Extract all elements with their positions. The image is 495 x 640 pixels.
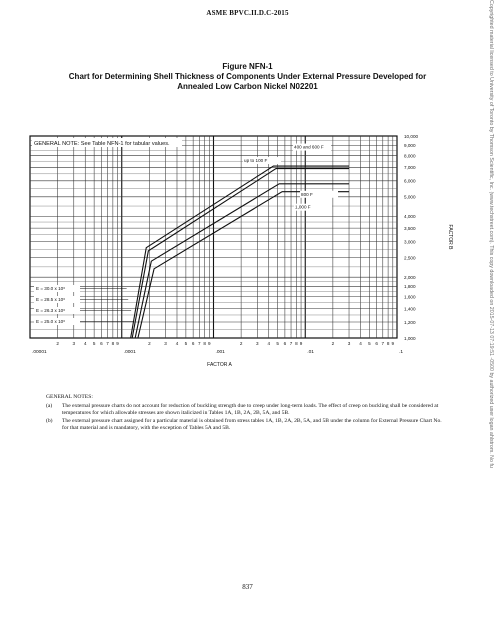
y-tick-label: 3,500 [404, 225, 416, 231]
chart-general-note: GENERAL NOTE: See Table NFN-1 for tabular values. [34, 141, 170, 147]
x-minor-tick-label: 7 [381, 341, 385, 346]
figure-title-line-2: Annealed Low Carbon Nickel N02201 [177, 82, 318, 91]
notes-heading: GENERAL NOTES: [46, 394, 93, 400]
x-minor-tick-label: 4 [359, 341, 362, 346]
y-tick-label: 8,000 [404, 153, 416, 159]
x-axis-label: FACTOR A [207, 362, 232, 368]
y-tick-label: 6,000 [404, 178, 416, 184]
x-minor-tick-label: 6 [100, 341, 103, 346]
x-minor-tick-label: 8 [111, 341, 115, 346]
x-minor-tick-label: 5 [184, 341, 188, 346]
modulus-label-3: E = 26.3 x 10⁶ [36, 308, 66, 313]
x-minor-tick-label: 7 [106, 341, 109, 346]
x-minor-tick-label: 8 [386, 341, 390, 346]
y-tick-label: 1,200 [404, 319, 416, 325]
x-minor-tick-label: 6 [191, 341, 195, 346]
y-tick-label: 2,000 [404, 274, 416, 280]
x-minor-tick-label: 2 [56, 341, 59, 346]
y-tick-label: 2,500 [404, 255, 416, 261]
x-minor-tick-label: 6 [375, 341, 378, 346]
y-axis-label: FACTOR B [447, 224, 453, 250]
x-minor-tick-label: 9 [208, 341, 211, 346]
x-major-tick-label: .01 [307, 350, 314, 355]
x-minor-tick-label: 9 [299, 341, 303, 346]
y-tick-label: 1,400 [404, 306, 416, 312]
x-major-tick-label: .1 [399, 350, 404, 355]
y-tick-label: 10,000 [404, 133, 419, 139]
x-minor-tick-label: 4 [175, 341, 179, 346]
y-tick-label: 7,000 [404, 165, 416, 171]
x-minor-tick-label: 3 [347, 341, 351, 346]
x-minor-tick-label: 5 [92, 341, 96, 346]
x-minor-tick-label: 2 [148, 341, 151, 346]
figure-title [0, 62, 495, 92]
figure-title-line-1: Chart for Determining Shell Thickness of Components Under External Pressure Developed for [68, 72, 427, 81]
y-tick-label: 1,000 [404, 335, 416, 341]
note-a-label: (a) [46, 402, 53, 409]
curve-4 [138, 192, 349, 338]
x-major-tick-label: .0001 [123, 350, 136, 355]
x-major-tick-label: .001 [215, 350, 225, 355]
modulus-label-2: E = 28.5 x 10⁶ [36, 297, 66, 302]
x-minor-tick-label: 9 [391, 341, 395, 346]
x-minor-tick-label: 7 [198, 341, 201, 346]
figure-number: Figure NFN-1 [222, 62, 273, 71]
y-tick-label: 3,000 [404, 239, 416, 245]
x-minor-tick-label: 4 [267, 341, 271, 346]
y-tick-label: 1,600 [404, 294, 416, 300]
external-pressure-chart [22, 98, 467, 376]
y-tick-label: 5,000 [404, 194, 416, 200]
chart-container [22, 98, 467, 376]
x-minor-tick-label: 3 [72, 341, 76, 346]
x-minor-tick-label: 7 [289, 341, 293, 346]
page-number: 837 [242, 583, 253, 591]
x-minor-tick-label: 8 [295, 341, 298, 346]
y-tick-label: 1,800 [404, 284, 416, 290]
x-minor-tick-label: 2 [239, 341, 243, 346]
x-minor-tick-label: 2 [331, 341, 335, 346]
note-b [46, 418, 446, 433]
x-minor-tick-label: 3 [255, 341, 259, 346]
copyright-watermark-text: Copyrighted material licensed to University of Toronto by Thomson Scientific, Inc. (www.techstreet.com). This copy downloaded on 2015-07-13 07:19:51 -0500 by authorized user logan ahlstrom. No fu [488, 0, 494, 468]
copyright-watermark [484, 0, 495, 640]
x-minor-tick-label: 9 [116, 341, 119, 346]
general-notes [46, 394, 446, 433]
note-a [46, 403, 446, 418]
x-major-tick-label: .00001 [32, 350, 47, 355]
x-minor-tick-label: 5 [368, 341, 371, 346]
x-minor-tick-label: 5 [276, 341, 279, 346]
note-b-text: The external pressure chart assigned for a particular material is obtained from stress tables 1A, 1B, 2A, 2B, 5A, and 5B under the column for External Pressure Chart No. for that material and is mandatory, with the exception of Tables 5A and 5B. [62, 417, 442, 432]
temp-label-2: 400 and 600 F [294, 144, 324, 150]
x-minor-tick-label: 4 [83, 341, 87, 346]
y-tick-label: 9,000 [404, 143, 416, 149]
x-minor-tick-label: 6 [283, 341, 287, 346]
note-b-label: (b) [46, 417, 53, 424]
x-minor-tick-label: 3 [164, 341, 167, 346]
temp-label-3: 800 F [301, 191, 313, 197]
modulus-label-4: E = 25.0 x 10⁶ [36, 319, 66, 324]
running-head: ASME BPVC.II.D.C-2015 [206, 9, 289, 17]
temp-label-1: up to 100 F [244, 158, 268, 164]
temp-label-4: 1,000 F [295, 204, 311, 210]
note-a-text: The external pressure charts do not account for reduction of buckling strength due to creep under long-term loads. The effect of creep on buckling shall be considered at temperatures for which allowable stresses are shown italicized in Tables 1A, 1B, 2A, 2B, 5A, and 5B. [62, 402, 439, 417]
y-tick-label: 4,000 [404, 214, 416, 220]
x-minor-tick-label: 8 [203, 341, 206, 346]
modulus-label-1: E = 30.0 x 10⁶ [36, 286, 66, 291]
